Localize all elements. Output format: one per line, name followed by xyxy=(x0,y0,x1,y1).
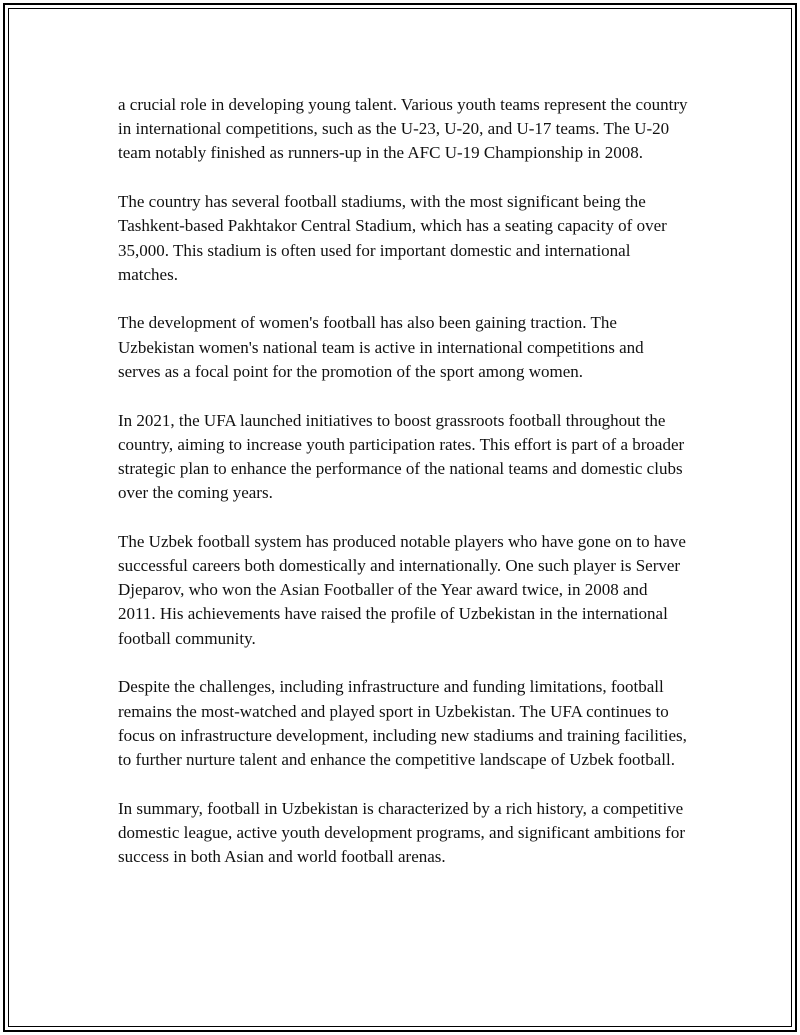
paragraph-stadiums: The country has several football stadiums, with the most significant being the Tashkent-based Pakhtakor Central Stadium, which has a seating capacity of over 35,000. This stadium is often used for important domestic and international matches. xyxy=(118,192,667,284)
paragraph-grassroots: In 2021, the UFA launched initiatives to boost grassroots football throughout the country, aiming to increase youth participation rates. This effort is part of a broader strategic plan to enhance the performance of the national teams and domestic clubs over the coming years. xyxy=(118,410,685,503)
paragraph-summary: In summary, football in Uzbekistan is characterized by a rich history, a competitive domestic league, active youth development programs, and significant ambitions for success in both Asian and world football arenas. xyxy=(118,798,685,867)
paragraph-youth-teams: a crucial role in developing young talent. Various youth teams represent the country in international competitions, such as the U-23, U-20, and U-17 teams. The U-20 team notably finished as runners-up in the AFC U-19 Championship in 2008. xyxy=(118,95,688,163)
document-body xyxy=(118,93,688,894)
paragraph-womens-football: The development of women's football has also been gaining traction. The Uzbekistan women's national team is active in international competitions and serves as a focal point for the promotion of the sport among women. xyxy=(118,313,644,381)
paragraph-notable-players: The Uzbek football system has produced notable players who have gone on to have successful careers both domestically and internationally. One such player is Server Djeparov, who won the Asian Footballer of the Year award twice, in 2008 and 2011. His achievements have raised the profile of Uzbekistan in the international football community. xyxy=(118,531,686,648)
paragraph-challenges: Despite the challenges, including infrastructure and funding limitations, football remains the most-watched and played sport in Uzbekistan. The UFA continues to focus on infrastructure development, including new stadiums and training facilities, to further nurture talent and enhance the competitive landscape of Uzbek football. xyxy=(118,677,687,769)
